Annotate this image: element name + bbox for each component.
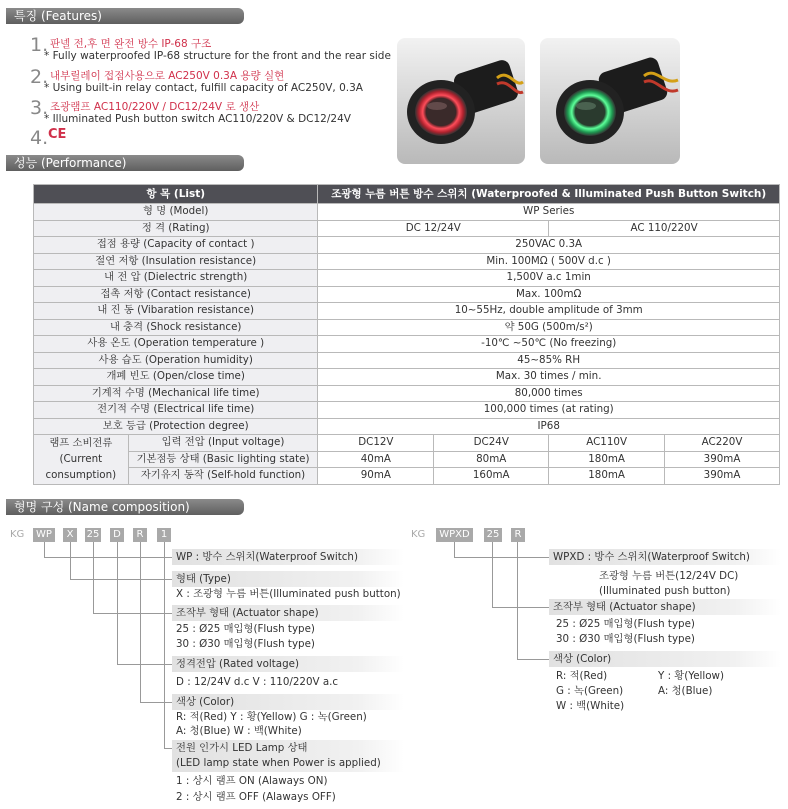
lamp-group-title-en1: (Current bbox=[59, 453, 103, 466]
table-row bbox=[34, 451, 780, 468]
table-row bbox=[34, 418, 780, 435]
table-row bbox=[34, 270, 780, 287]
row-value: 80mA bbox=[434, 451, 549, 468]
right-color-r: R: 적(Red) bbox=[556, 670, 608, 682]
row-label: 내 충격 (Shock resistance) bbox=[34, 319, 318, 336]
wp-title: WP : 방수 스위치(Waterproof Switch) bbox=[172, 549, 404, 565]
row-value: WP Series bbox=[318, 204, 780, 221]
feature-3-number: 3. bbox=[30, 97, 49, 119]
feature-1-number: 1. bbox=[30, 34, 49, 56]
row-value: 80,000 times bbox=[318, 385, 780, 402]
row-label: 사용 습도 (Operation humidity) bbox=[34, 352, 318, 369]
row-value: 1,500V a.c 1min bbox=[318, 270, 780, 287]
row-label: 접촉 저항 (Contact resistance) bbox=[34, 286, 318, 303]
right-color-g: G : 녹(Green) bbox=[556, 685, 624, 697]
table-row bbox=[34, 286, 780, 303]
code-r: R bbox=[133, 528, 147, 542]
type-title: 형태 (Type) bbox=[172, 571, 404, 587]
feature-2-korean: 내부릴레이 접점사용으로 AC250V 0.3A 용량 실현 bbox=[50, 70, 285, 82]
row-label: 절연 저항 (Insulation resistance) bbox=[34, 253, 318, 270]
row-label: 전기적 수명 (Electrical life time) bbox=[34, 402, 318, 419]
lamp-title bbox=[172, 740, 404, 772]
row-value: 160mA bbox=[434, 468, 549, 485]
row-label: 입력 전압 (Input voltage) bbox=[128, 435, 318, 452]
wpxd-title: WPXD : 방수 스위치(Waterproof Switch) bbox=[549, 549, 781, 565]
table-row bbox=[34, 336, 780, 353]
header-product: 조광형 누름 버튼 방수 스위치 (Waterproofed & Illuminated Push Button Switch) bbox=[318, 185, 780, 204]
table-row bbox=[34, 385, 780, 402]
row-value: 390mA bbox=[665, 468, 780, 485]
color-line2: A: 청(Blue) W : 백(White) bbox=[176, 725, 302, 737]
code-kg-right: KG bbox=[411, 529, 426, 540]
leader-line bbox=[517, 542, 550, 660]
code-kg: KG bbox=[10, 529, 25, 540]
ce-mark-icon: CE bbox=[48, 127, 67, 142]
right-shape-25: 25 : Ø25 매입형(Flush type) bbox=[556, 618, 695, 630]
row-value: DC 12/24V bbox=[318, 220, 549, 237]
row-value: AC110V bbox=[549, 435, 665, 452]
right-color-a: A: 청(Blue) bbox=[658, 685, 713, 697]
table-row bbox=[34, 468, 780, 485]
code-wp: WP bbox=[33, 528, 55, 542]
voltage-desc: D : 12/24V d.c V : 110/220V a.c bbox=[176, 676, 339, 688]
product-photo-green bbox=[540, 38, 680, 164]
right-shape-title: 조작부 형태 (Actuator shape) bbox=[549, 599, 781, 615]
performance-table bbox=[33, 184, 780, 485]
lamp-title-line2: (LED lamp state when Power is applied) bbox=[176, 757, 381, 769]
shape-title: 조작부 형태 (Actuator shape) bbox=[172, 605, 404, 621]
row-label: 내 진 동 (Vibaration resistance) bbox=[34, 303, 318, 320]
row-value: DC12V bbox=[318, 435, 434, 452]
header-list: 항 목 (List) bbox=[34, 185, 318, 204]
color-line1: R: 적(Red) Y : 황(Yellow) G : 녹(Green) bbox=[176, 711, 367, 723]
row-value: 390mA bbox=[665, 451, 780, 468]
table-row bbox=[34, 253, 780, 270]
table-row bbox=[34, 319, 780, 336]
name-composition-heading: 형명 구성 (Name composition) bbox=[6, 499, 244, 515]
feature-2-number: 2. bbox=[30, 66, 49, 88]
row-value: Max. 30 times / min. bbox=[318, 369, 780, 386]
row-label: 접점 용량 (Capacity of contact ) bbox=[34, 237, 318, 254]
lamp-title-line1: 전원 인가시 LED Lamp 상태 bbox=[176, 742, 308, 754]
feature-1-english: * Fully waterproofed IP-68 structure for the front and the rear side bbox=[44, 50, 391, 62]
row-label: 보호 등급 (Protection degree) bbox=[34, 418, 318, 435]
row-value: 45~85% RH bbox=[318, 352, 780, 369]
row-label: 내 전 압 (Dielectric strength) bbox=[34, 270, 318, 287]
type-x: X : 조광형 누름 버튼(Illuminated push button) bbox=[176, 588, 401, 600]
row-value: 40mA bbox=[318, 451, 434, 468]
code-r-right: R bbox=[511, 528, 525, 542]
row-value: 90mA bbox=[318, 468, 434, 485]
code-1: 1 bbox=[157, 528, 171, 542]
right-shape-30: 30 : Ø30 매입형(Flush type) bbox=[556, 633, 695, 645]
shape-25: 25 : Ø25 매입형(Flush type) bbox=[176, 623, 315, 635]
row-value: Min. 100MΩ ( 500V d.c ) bbox=[318, 253, 780, 270]
lamp-option-2: 2 : 상시 램프 OFF (Alaways OFF) bbox=[176, 791, 336, 803]
row-value: -10℃ ~50℃ (No freezing) bbox=[318, 336, 780, 353]
lamp-group-title-en2: consumption) bbox=[45, 469, 117, 482]
row-value: DC24V bbox=[434, 435, 549, 452]
table-header-row bbox=[34, 185, 780, 204]
table-row bbox=[34, 402, 780, 419]
row-value: IP68 bbox=[318, 418, 780, 435]
features-heading: 특징 (Features) bbox=[6, 8, 244, 24]
row-value: 180mA bbox=[549, 451, 665, 468]
row-value: 180mA bbox=[549, 468, 665, 485]
code-x: X bbox=[63, 528, 77, 542]
feature-3-korean: 조광램프 AC110/220V / DC12/24V 로 생산 bbox=[50, 101, 260, 113]
row-value: 10~55Hz, double amplitude of 3mm bbox=[318, 303, 780, 320]
table-row bbox=[34, 237, 780, 254]
lamp-option-1: 1 : 상시 램프 ON (Alaways ON) bbox=[176, 775, 328, 787]
row-label: 개폐 빈도 (Open/close time) bbox=[34, 369, 318, 386]
row-value: 100,000 times (at rating) bbox=[318, 402, 780, 419]
feature-2-english: * Using built-in relay contact, fulfill capacity of AC250V, 0.3A bbox=[44, 82, 363, 94]
code-25-right: 25 bbox=[484, 528, 502, 542]
lamp-group-title-ko: 램프 소비전류 bbox=[49, 437, 113, 450]
feature-1-korean: 판넬 전,후 면 완전 방수 IP-68 구조 bbox=[50, 38, 212, 50]
row-value: 250VAC 0.3A bbox=[318, 237, 780, 254]
table-row bbox=[34, 204, 780, 221]
table-row bbox=[34, 352, 780, 369]
row-value: AC 110/220V bbox=[549, 220, 780, 237]
code-25: 25 bbox=[86, 529, 100, 540]
table-row bbox=[34, 220, 780, 237]
code-d: D bbox=[110, 528, 124, 542]
table-row bbox=[34, 369, 780, 386]
table-row bbox=[34, 303, 780, 320]
wpxd-desc1: 조광형 누름 버튼(12/24V DC) bbox=[599, 570, 739, 582]
right-color-w: W : 백(White) bbox=[556, 700, 625, 712]
voltage-title: 정격전압 (Rated voltage) bbox=[172, 656, 404, 672]
row-label: 기본점등 상태 (Basic lighting state) bbox=[128, 451, 318, 468]
right-color-y: Y : 황(Yellow) bbox=[658, 670, 724, 682]
row-value: AC220V bbox=[665, 435, 780, 452]
lamp-group-label bbox=[34, 435, 129, 485]
row-value: Max. 100mΩ bbox=[318, 286, 780, 303]
shape-30: 30 : Ø30 매입형(Flush type) bbox=[176, 638, 315, 650]
performance-heading: 성능 (Performance) bbox=[6, 155, 244, 171]
right-color-title: 색상 (Color) bbox=[549, 651, 781, 667]
row-label: 자기유지 동작 (Self-hold function) bbox=[128, 468, 318, 485]
row-label: 정 격 (Rating) bbox=[34, 220, 318, 237]
row-label: 기계적 수명 (Mechanical life time) bbox=[34, 385, 318, 402]
product-photo-red bbox=[397, 38, 525, 164]
code-wpxd: WPXD bbox=[436, 528, 473, 542]
feature-3-english: * Illuminated Push button switch AC110/220V & DC12/24V bbox=[44, 113, 351, 125]
feature-4-number: 4. bbox=[30, 127, 49, 149]
color-title: 색상 (Color) bbox=[172, 694, 404, 710]
table-row bbox=[34, 435, 780, 452]
row-label: 사용 온도 (Operation temperature ) bbox=[34, 336, 318, 353]
row-value: 약 50G (500m/s²) bbox=[318, 319, 780, 336]
wpxd-desc2: (Illuminated push button) bbox=[599, 585, 731, 597]
row-label: 형 명 (Model) bbox=[34, 204, 318, 221]
